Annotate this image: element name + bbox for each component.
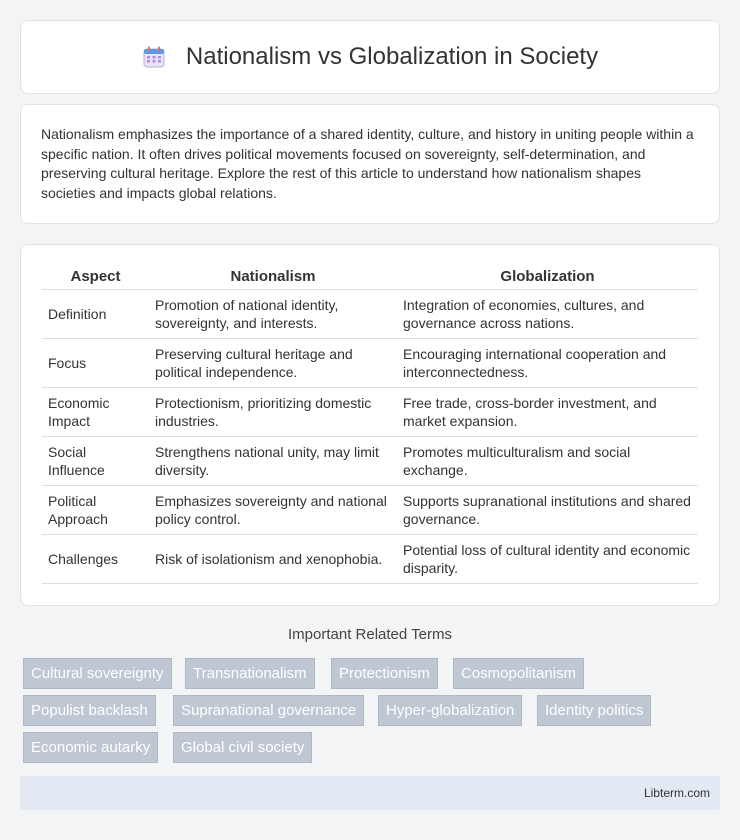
table-row <box>42 436 698 485</box>
column-header-nationalism: Nationalism <box>149 265 397 289</box>
table-row <box>42 485 698 534</box>
globalization-cell: Potential loss of cultural identity and economic disparity. <box>397 534 698 583</box>
tag-economic-autarky[interactable]: Economic autarky <box>23 732 158 763</box>
title-card <box>20 20 720 94</box>
table-row <box>42 289 698 338</box>
tag-transnationalism[interactable]: Transnationalism <box>185 658 315 689</box>
aspect-cell: Social Influence <box>42 436 149 485</box>
globalization-cell: Supports supranational institutions and shared governance. <box>397 485 698 534</box>
tag-supranational-governance[interactable]: Supranational governance <box>173 695 364 726</box>
nationalism-cell: Preserving cultural heritage and political independence. <box>149 338 397 387</box>
comparison-table-card <box>20 244 720 606</box>
tag-cosmopolitanism[interactable]: Cosmopolitanism <box>453 658 584 689</box>
intro-card <box>20 104 720 224</box>
table-row <box>42 387 698 436</box>
nationalism-cell: Promotion of national identity, sovereignty, and interests. <box>149 289 397 338</box>
tag-cultural-sovereignty[interactable]: Cultural sovereignty <box>23 658 172 689</box>
table-row <box>42 534 698 583</box>
related-terms-heading: Important Related Terms <box>288 626 452 643</box>
aspect-cell: Political Approach <box>42 485 149 534</box>
globalization-cell: Free trade, cross-border investment, and market expansion. <box>397 387 698 436</box>
comparison-table <box>42 265 698 584</box>
aspect-cell: Challenges <box>42 534 149 583</box>
column-header-globalization: Globalization <box>397 265 698 289</box>
aspect-cell: Definition <box>42 289 149 338</box>
nationalism-cell: Emphasizes sovereignty and national policy control. <box>149 485 397 534</box>
tag-populist-backlash[interactable]: Populist backlash <box>23 695 156 726</box>
globalization-cell: Encouraging international cooperation and interconnectedness. <box>397 338 698 387</box>
page-title: Nationalism vs Globalization in Society <box>185 43 599 70</box>
tag-protectionism[interactable]: Protectionism <box>331 658 438 689</box>
globalization-cell: Promotes multiculturalism and social exchange. <box>397 436 698 485</box>
nationalism-cell: Strengthens national unity, may limit diversity. <box>149 436 397 485</box>
footer-site-link[interactable]: Libterm.com <box>643 786 710 800</box>
tag-global-civil-society[interactable]: Global civil society <box>173 732 312 763</box>
aspect-cell: Focus <box>42 338 149 387</box>
nationalism-cell: Protectionism, prioritizing domestic industries. <box>149 387 397 436</box>
calendar-icon <box>142 45 166 69</box>
nationalism-cell: Risk of isolationism and xenophobia. <box>149 534 397 583</box>
globalization-cell: Integration of economies, cultures, and governance across nations. <box>397 289 698 338</box>
aspect-cell: Economic Impact <box>42 387 149 436</box>
tag-hyper-globalization[interactable]: Hyper-globalization <box>378 695 522 726</box>
intro-paragraph: Nationalism emphasizes the importance of a shared identity, culture, and history in uniting people within a specific nation. It often drives political movements focused on sovereignty, self-determination, and preserving cultural heritage. Explore the rest of this article to understand how nationalism shapes societies and impacts global relations. <box>41 126 694 201</box>
tag-identity-politics[interactable]: Identity politics <box>537 695 651 726</box>
table-header-row <box>42 265 698 289</box>
table-row <box>42 338 698 387</box>
footer <box>20 776 720 810</box>
column-header-aspect: Aspect <box>42 265 149 289</box>
